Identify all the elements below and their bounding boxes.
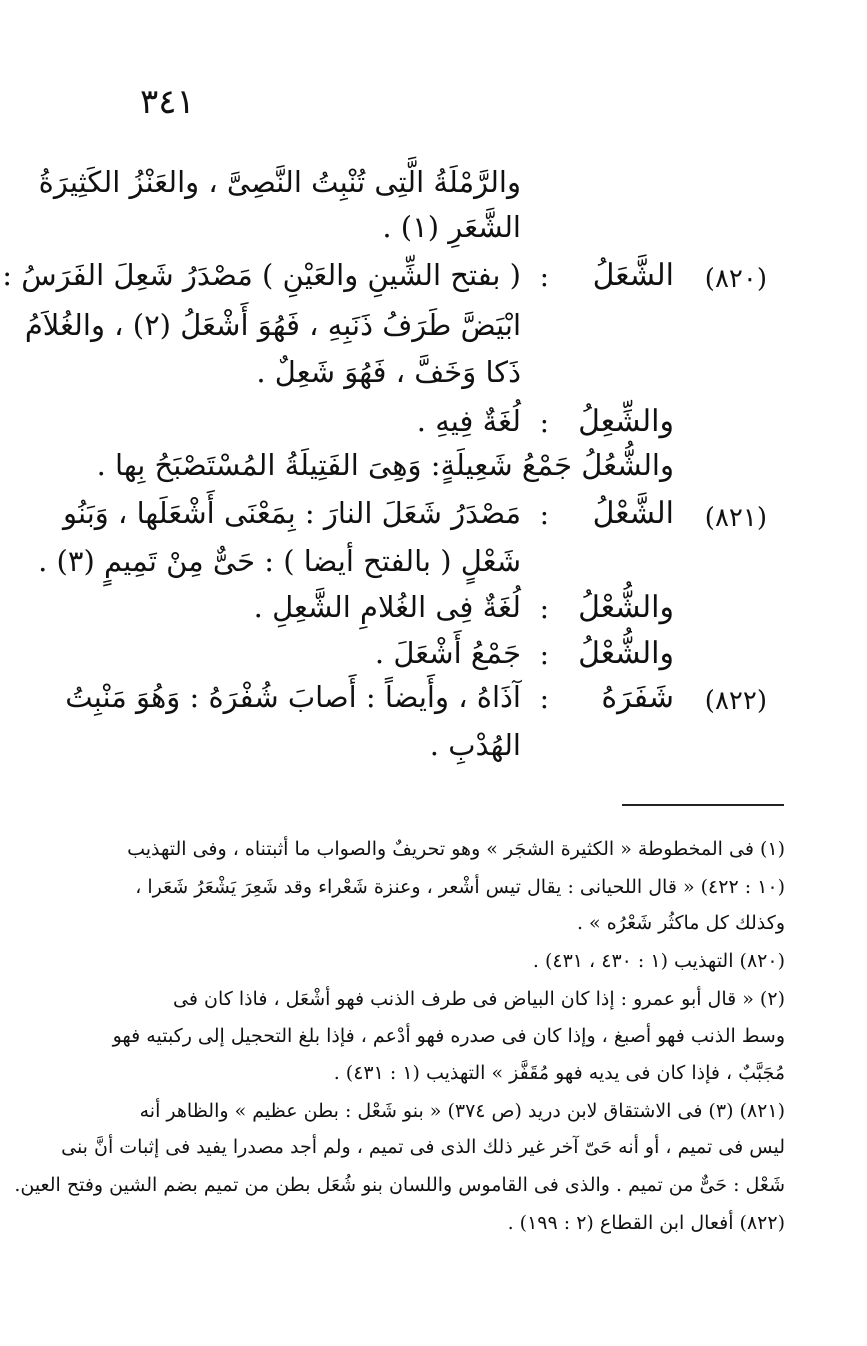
entry-headword: الشَّعْلُ (592, 496, 674, 531)
definition-line: آذَاهُ ، وأَيضاً : أَصابَ شُفْرَهُ : وَهُوَ مَنْبِتُ (65, 680, 521, 714)
footnote-line: (٢) « قال أبو عمرو : إذا كان البياض فى طرف الذنب فهو أشْعَل ، فاذا كان فى (173, 988, 785, 1010)
definition-line: الهُدْبِ . (429, 728, 521, 762)
footnote-line: مُجَبَّبٌ ، فإذا كان فى يديه فهو مُقَفَّز » التهذيب (١ : ٤٣١) . (333, 1062, 785, 1084)
entry-colon: : (539, 592, 549, 625)
entry-headword: شَفَرَهُ (601, 680, 674, 715)
entry-colon: : (539, 406, 549, 439)
entry-number: (٨٢١) (704, 503, 767, 533)
definition-line: مَصْدَرُ شَعَلَ النارَ : بِمَعْنَى أَشْعَلَها ، وَبَنُو (62, 496, 521, 530)
footnote-line: (٨٢٢) أفعال ابن القطاع (٢ : ١٩٩) . (507, 1212, 785, 1234)
page-number: ٣٤١ (140, 82, 195, 122)
footnote-line: وكذلك كل ماكثُر شَعْرُه » . (576, 912, 785, 934)
definition-line: شَعْلٍ ( بالفتح أيضا ) : حَىٌّ مِنْ تَمِيمٍ (٣) . (38, 544, 521, 578)
footnote-line: (١) فى المخطوطة « الكثيرة الشجَر » وهو تحريفٌ والصواب ما أثبتناه ، وفى التهذيب (127, 838, 785, 860)
intro-line: والرَّمْلَةُ الَّتِى تُنْبِتُ النَّصِىَّ ، والعَنْزُ الكَثِيرَةُ (38, 165, 521, 199)
entry-headword: والشُّعْلُ (578, 636, 674, 671)
entry-colon: : (539, 638, 549, 671)
definition-line: ذَكا وَخَفَّ ، فَهُوَ شَعِلٌ . (256, 355, 521, 389)
entry-number: (٨٢٠) (704, 264, 767, 294)
definition-line: ابْيَضَّ طَرَفُ ذَنَبِهِ ، فَهُوَ أَشْعَلُ (٢) ، والغُلاَمُ (24, 308, 521, 342)
entry-colon: : (539, 260, 549, 293)
footnote-line: (١٠ : ٤٢٢) « قال اللحيانى : يقال تيس أشْعر ، وعنزة شَعْراء وقد شَعِرَ يَشْعَرُ شَعَرا ، (135, 876, 785, 898)
definition-line: لُغَةٌ فِيهِ . (416, 404, 521, 438)
intro-line: الشَّعَرِ (١) . (382, 210, 521, 244)
footnote-line: وسط الذنب فهو أصبغ ، وإذا كان فى صدره فهو أدْعم ، فإذا بلغ التحجيل إلى ركبتيه فهو (112, 1025, 785, 1047)
entry-headword: والشُّعْلُ (578, 590, 674, 625)
definition-line: لُغَةٌ فِى الغُلامِ الشَّعِلِ . (253, 590, 521, 624)
footnote-separator (622, 804, 784, 806)
definition-line: والشُّعُلُ جَمْعُ شَعِيلَةٍ: وَهِىَ الفَتِيلَةُ المُسْتَصْبَحُ بِها . (96, 448, 674, 482)
footnote-line: (٨٢٠) التهذيب (١ : ٤٣٠ ، ٤٣١) . (532, 950, 785, 972)
entry-headword: والشِّعِلُ (578, 404, 674, 439)
definition-line: جَمْعُ أَشْعَلَ . (374, 636, 521, 670)
footnote-line: (٨٢١) (٣) فى الاشتقاق لابن دريد (ص ٣٧٤) « بنو شَعْل : بطن عظيم » والظاهر أنه (139, 1100, 785, 1122)
footnote-line: شَعْل : حَىٌّ من تميم . والذى فى القاموس واللسان بنو شُعَل بطن من تميم بضم الشين وفتح العين. (14, 1174, 785, 1196)
entry-headword: الشَّعَلُ (592, 258, 674, 293)
entry-colon: : (539, 682, 549, 715)
entry-colon: : (539, 498, 549, 531)
definition-line: ( بفتح الشِّينِ والعَيْنِ ) مَصْدَرُ شَعِلَ الفَرَسُ : (2, 258, 521, 292)
footnote-line: ليس فى تميم ، أو أنه حَىّ آخر غير ذلك الذى فى تميم ، ولم أجد مصدرا يفيد فى إثبات أنَّ بنى (61, 1136, 785, 1158)
entry-number: (٨٢٢) (704, 686, 767, 716)
